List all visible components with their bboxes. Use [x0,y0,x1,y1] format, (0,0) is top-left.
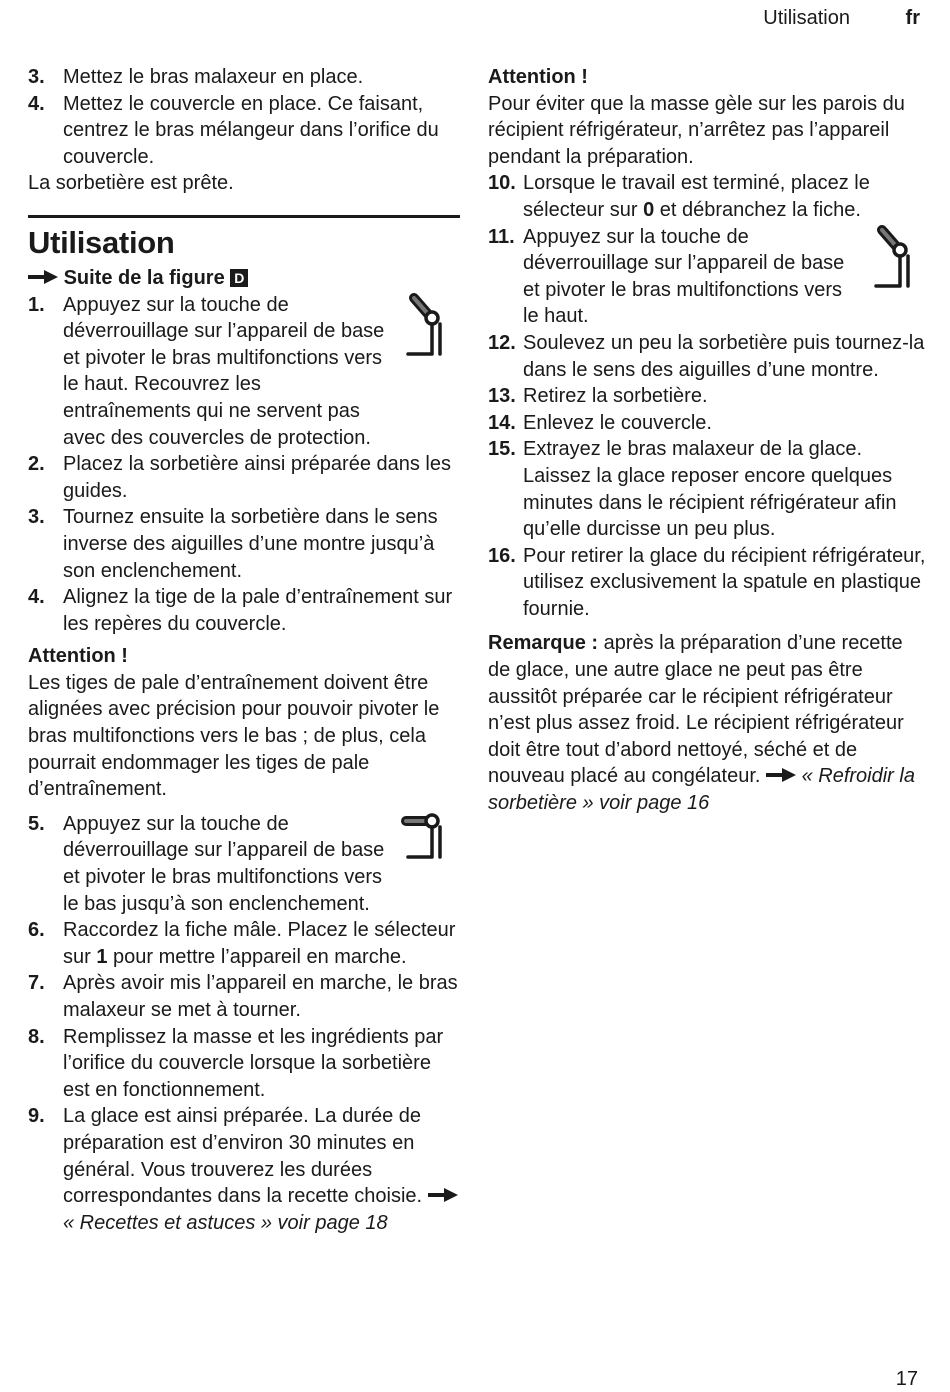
step-number: 5. [28,812,45,835]
list-item [28,917,460,970]
list-item [28,292,460,452]
page-number: 17 [895,1368,918,1390]
step-number: 8. [28,1025,45,1048]
step-text: Appuyez sur la touche de déverrouillage sur l’appareil de base et pivoter le bras multifonctions vers le haut. [523,225,845,328]
list-item [28,811,460,917]
step-number: 10. [488,172,516,195]
list-item [28,970,460,1023]
cross-reference: « Refroidir la sorbetière » voir page 16 [488,765,915,815]
step-text: Retirez la sorbetière. [523,385,708,408]
step-text: Soulevez un peu la sorbetière puis tournez-la dans le sens des aiguilles d’une montre. [523,331,925,381]
list-item [488,170,928,223]
step-number: 4. [28,586,45,609]
selector-value: 0 [643,198,655,221]
step-number: 6. [28,919,45,942]
list-item [28,64,460,91]
step-number: 11. [488,225,515,248]
attention-label: Attention ! [488,66,588,88]
step-text: Appuyez sur la touche de déverrouillage sur l’appareil de base et pivoter le bras multifonctions vers le bas jusqu’à son enclenchement. [63,812,385,915]
running-header-language: fr [905,7,920,29]
list-item [488,410,928,437]
running-header-section: Utilisation [763,7,850,29]
list-item [488,436,928,542]
step-text: Pour retirer la glace du récipient réfrigérateur, utilisez exclusivement la spatule en plastique fournie. [523,544,926,620]
step-text-post: et débranchez la fiche. [654,198,861,221]
arm-up-icon [868,224,928,290]
step-text: Placez la sorbetière ainsi préparée dans les guides. [63,453,451,502]
figure-reference-text: Suite de la figure [63,266,225,289]
left-column [28,64,460,1236]
list-item [28,91,460,171]
step-text: Alignez la tige de la pale d’entraînement sur les repères du couvercle. [63,586,453,635]
step-number: 1. [28,293,45,316]
arrow-right-icon [28,270,58,284]
step-text: Enlevez le couvercle. [523,411,712,434]
attention-label: Attention ! [28,645,128,668]
step-number: 12. [488,331,516,354]
step-number: 2. [28,453,45,476]
attention-text: Les tiges de pale d’entraînement doivent être alignées avec précision pour pouvoir pivoter le bras multifonctions vers le bas ; de plus, cela pourrait endommager les tiges de pale d’entraînement. [28,671,440,801]
step-text-pre: Raccordez la fiche mâle. Placez le sélecteur sur [63,919,456,968]
step-text: Mettez le couvercle en place. Ce faisant, centrez le bras mélangeur dans l’orifice du couvercle. [63,92,439,168]
list-item [28,1024,460,1104]
section-title: Utilisation [28,224,175,260]
cross-reference: « Recettes et astuces » voir page 18 [63,1211,388,1234]
section-divider [28,215,460,218]
list-item [488,383,928,410]
step-number: 14. [488,411,516,434]
list-item [488,330,928,383]
step-text: Mettez le bras malaxeur en place. [63,66,364,88]
attention-text: Pour éviter que la masse gèle sur les parois du récipient réfrigérateur, n’arrêtez pas l’appareil pendant la préparation. [488,92,905,168]
step-text: Après avoir mis l’appareil en marche, le bras malaxeur se met à tourner. [63,972,458,1021]
arrow-right-icon [428,1188,458,1202]
step-text: Appuyez sur la touche de déverrouillage sur l’appareil de base et pivoter le bras multifonctions vers le haut. Recouvrez les entraînements qui ne servent pas avec des couvercles de protection. [63,293,385,449]
step-text: Remplissez la masse et les ingrédients par l’orifice du couvercle lorsque la sorbetière est en fonctionnement. [63,1025,444,1101]
list-item [28,451,460,504]
arm-up-icon [400,292,460,358]
list-item [28,1103,460,1236]
note-text: après la préparation d’une recette de glace, une autre glace ne peut pas être aussitôt préparée car le récipient réfrigérateur n’est plus assez froid. Le récipient réfrigérateur doit être tout d’abord nettoyé, séché et de nouveau placé au congélateur. [488,632,904,788]
list-item [28,504,460,584]
step-text: Extrayez le bras malaxeur de la glace. Laissez la glace reposer encore quelques minutes dans le récipient réfrigérateur afin qu’elle durcisse un peu plus. [523,438,897,541]
step-text: Tournez ensuite la sorbetière dans le sens inverse des aiguilles d’une montre jusqu’à son enclenchement. [63,506,438,582]
step-text-post: pour mettre l’appareil en marche. [107,945,407,968]
step-number: 4. [28,92,45,115]
note-label: Remarque : [488,632,599,655]
step-number: 16. [488,544,516,567]
list-item [28,584,460,637]
list-item [488,224,928,330]
step-number: 7. [28,972,45,995]
selector-value: 1 [96,945,108,968]
list-item [488,543,928,623]
note-paragraph [488,630,928,816]
step-number: 15. [488,438,516,461]
step-number: 13. [488,385,516,408]
step-number: 3. [28,506,45,529]
right-column [488,64,928,817]
step-text-pre: Lorsque le travail est terminé, placez le sélecteur sur [523,172,870,221]
arrow-right-icon [766,768,796,782]
arm-down-icon [400,811,460,877]
step-number: 3. [28,66,45,88]
ready-text: La sorbetière est prête. [28,172,234,195]
step-number: 9. [28,1105,45,1128]
figure-reference [28,265,460,292]
step-text: La glace est ainsi préparée. La durée de préparation est d’environ 30 minutes en général. Vous trouverez les durées correspondantes dans la recette choisie. [63,1105,423,1208]
figure-letter-badge: D [230,269,248,287]
